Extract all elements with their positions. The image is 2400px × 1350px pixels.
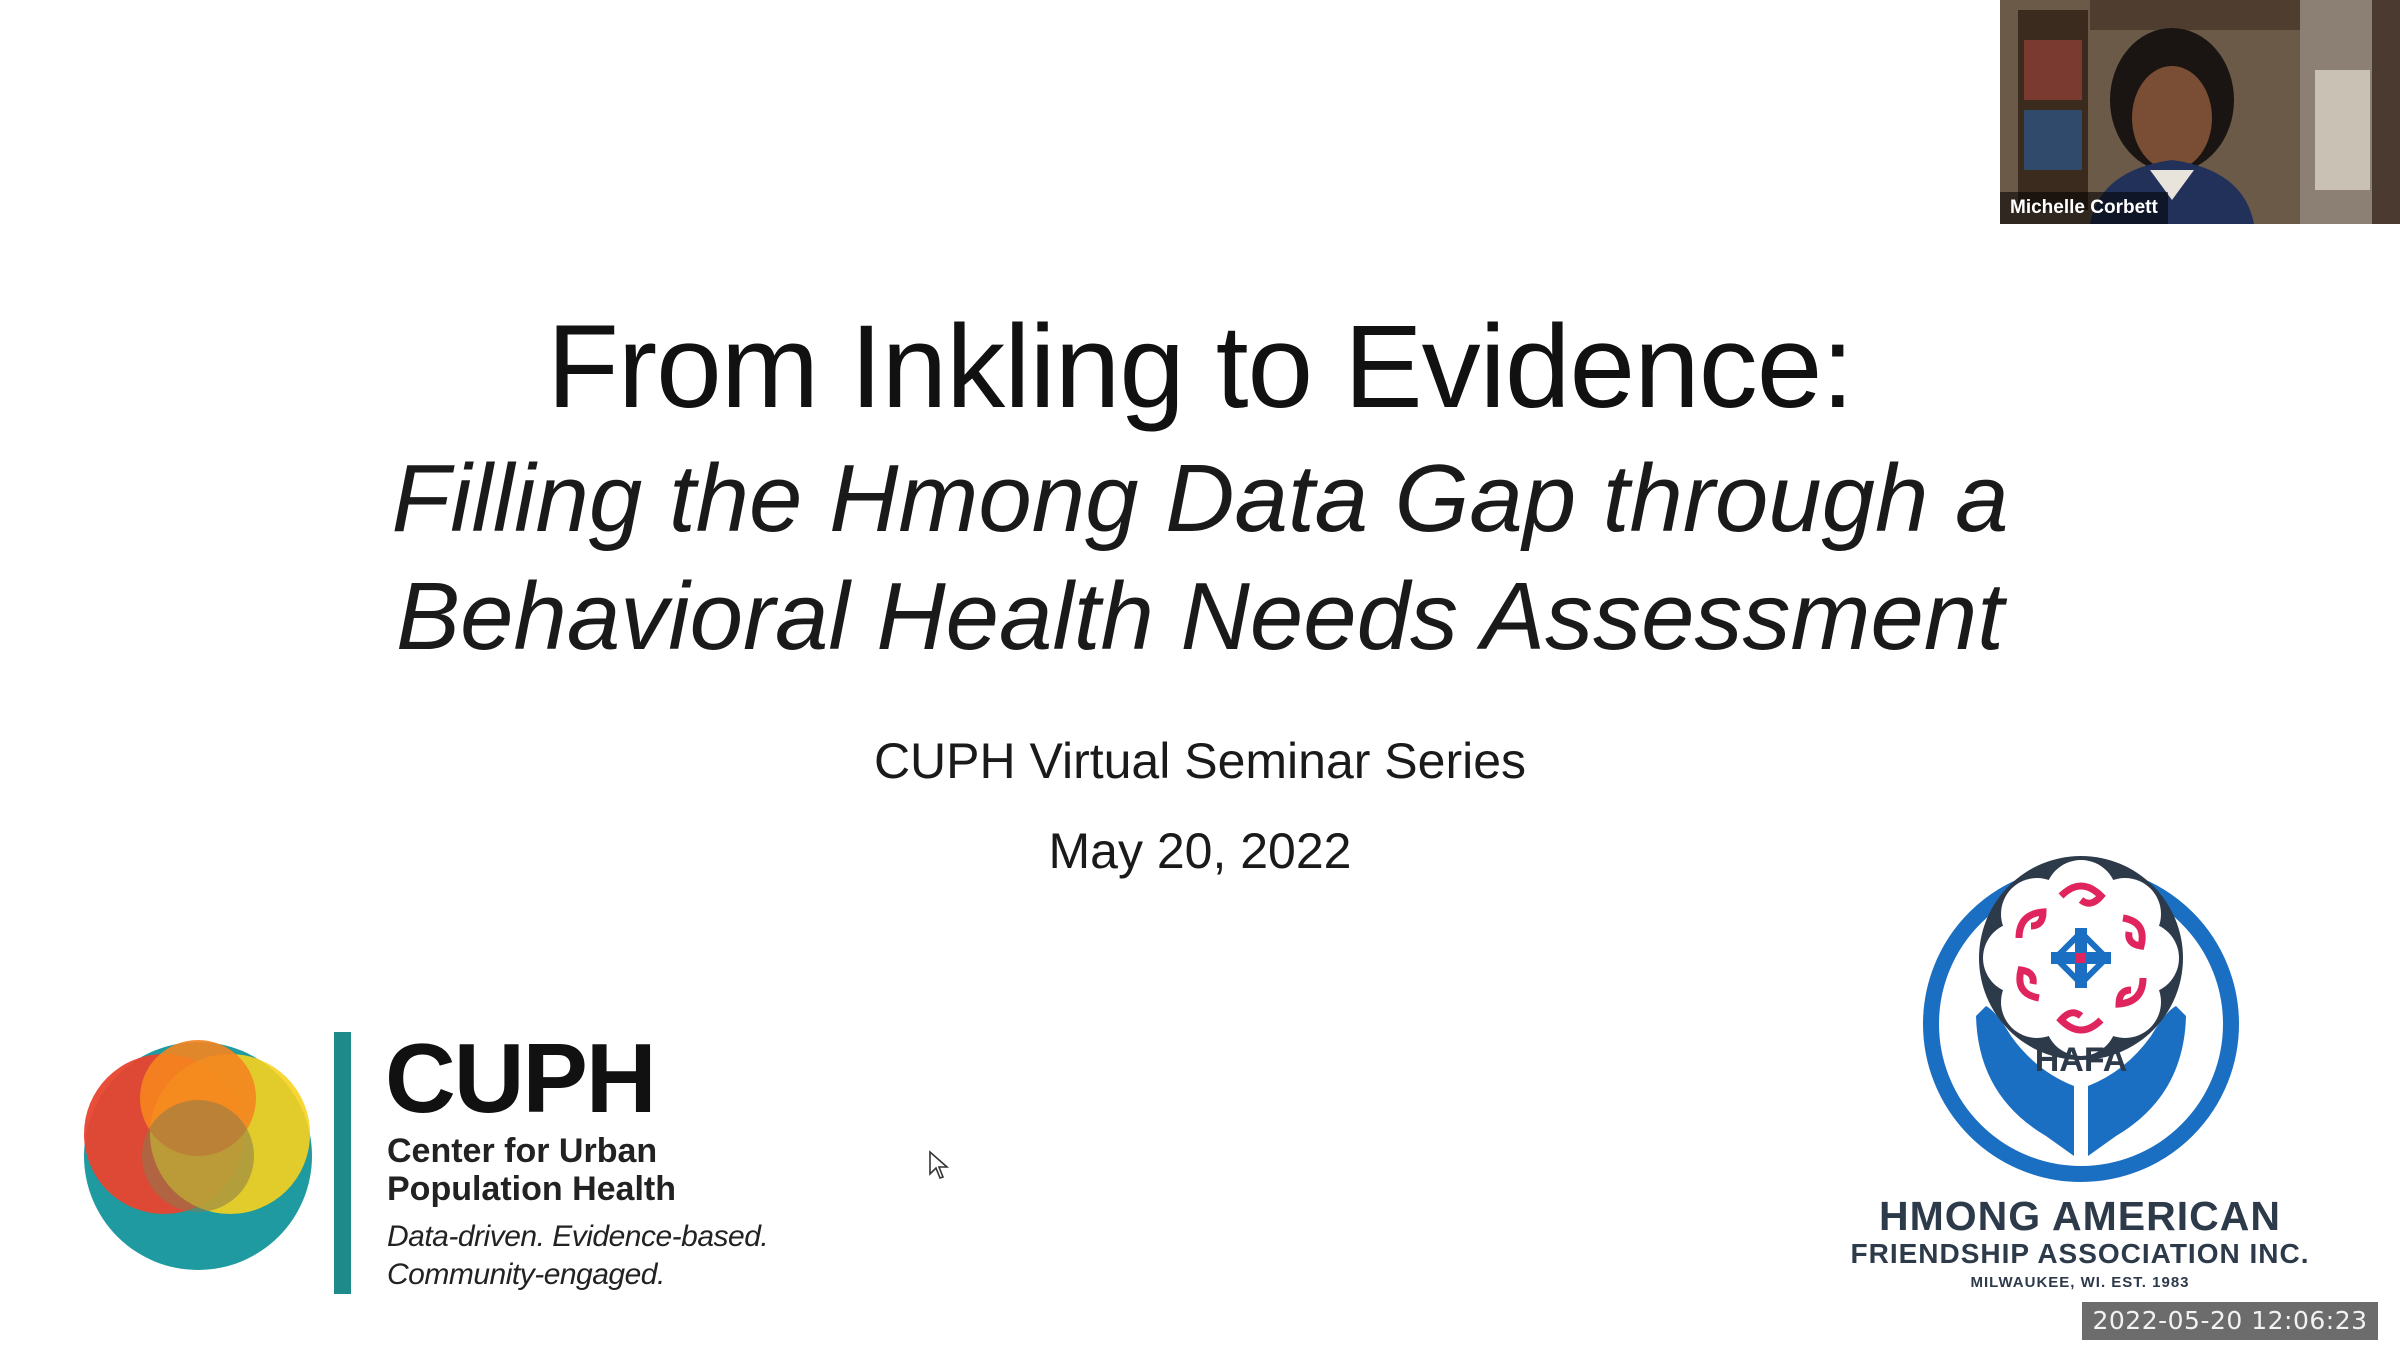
slide-title: From Inkling to Evidence: — [546, 301, 1854, 433]
cuph-tagline — [387, 1218, 807, 1294]
mouse-pointer-icon — [928, 1150, 950, 1180]
recording-timestamp: 2022-05-20 12:06:23 — [2082, 1302, 2378, 1340]
slide-date: May 20, 2022 — [1048, 823, 1352, 879]
participant-video-feed — [2000, 0, 2400, 224]
participant-video-tile[interactable] — [2000, 0, 2400, 224]
subtitle-line-1: Filling the Hmong Data Gap through a — [391, 445, 2009, 552]
cuph-divider — [334, 1032, 351, 1294]
hafa-logo — [1840, 846, 2320, 1296]
cuph-circles-icon — [80, 1038, 316, 1274]
participant-name-label: Michelle Corbett — [2000, 192, 2168, 224]
hafa-location: MILWAUKEE, WI. EST. 1983 — [1970, 1274, 2190, 1291]
slide-subtitle — [0, 440, 2400, 676]
cuph-tag-line-2: Community-engaged. — [387, 1258, 665, 1291]
cuph-logo — [80, 1023, 800, 1302]
seminar-series: CUPH Virtual Seminar Series — [873, 733, 1527, 789]
cuph-name: CUPH — [385, 1023, 655, 1133]
cuph-tag-line-1: Data-driven. Evidence-based. — [387, 1220, 769, 1253]
cuph-full-line-2: Population Health — [387, 1170, 676, 1208]
hafa-subname: FRIENDSHIP ASSOCIATION INC. — [1850, 1238, 2310, 1269]
hafa-emblem-icon — [1916, 846, 2246, 1186]
cuph-full-name — [387, 1132, 787, 1208]
cuph-full-line-1: Center for Urban — [387, 1132, 658, 1170]
hafa-emblem-text: HAFA — [2034, 1041, 2128, 1079]
subtitle-line-2: Behavioral Health Needs Assessment — [396, 563, 2004, 670]
hafa-name: HMONG AMERICAN — [1879, 1193, 2281, 1239]
